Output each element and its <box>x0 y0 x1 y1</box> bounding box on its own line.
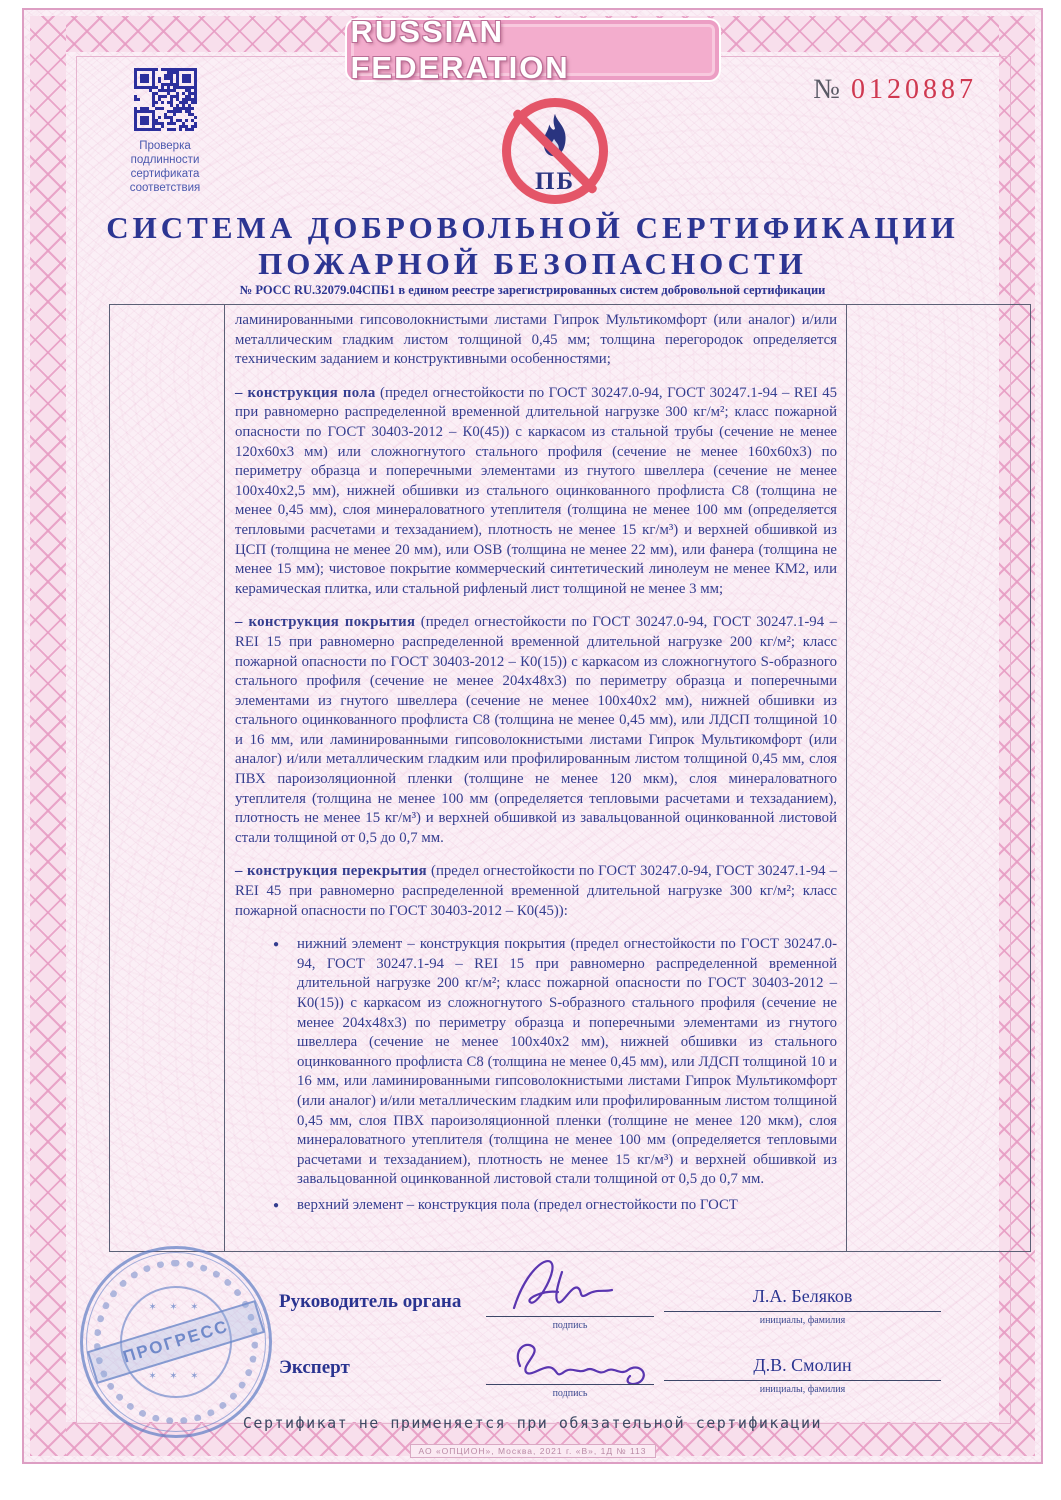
signer-name-head: Л.А. Беляков <box>752 1286 853 1306</box>
content-table <box>109 304 1031 1252</box>
table-divider-right <box>846 305 847 1251</box>
stamp-stars: ✶ ✶ ✶ <box>148 1371 204 1382</box>
signature-expert <box>486 1326 666 1388</box>
signer-name-expert: Д.В. Смолин <box>753 1355 852 1375</box>
bullet-item: ● верхний элемент – конструкция пола (предел огнестойкости по ГОСТ <box>297 1196 837 1216</box>
country-banner <box>347 14 719 85</box>
name-line <box>664 1380 941 1381</box>
paragraph: ламинированными гипсоволокнистыми листами Гипрок Мультикомфорт (или аналог) и/или металлическим гладким листом толщиной 0,45 мм; толщина перегородок определяется техническим заданием и конструктивными особенностями; <box>235 312 837 368</box>
printing-house-info: АО «ОПЦИОН», Москва, 2021 г. «В», 1Д № 113 <box>409 1444 655 1458</box>
country-banner-text: RUSSIAN FEDERATION <box>350 14 570 85</box>
certificate-number <box>813 74 977 106</box>
certificate-sheet <box>22 8 1043 1464</box>
paragraph: – конструкция перекрытия (предел огнестойкости по ГОСТ 30247.0-94, ГОСТ 30247.1-94 – REI 45 при равномерно распределенной временной длительной нагрузке 300 кг/м²; класс пожарной опасности по ГОСТ 30403-2012 – К0(45)): <box>235 863 837 919</box>
bullet-item: ● нижний элемент – конструкция покрытия (предел огнестойкости по ГОСТ 30247.0-94, ГОСТ 30247.1-94 – REI 15 при равномерно распределенной временной длительной нагрузке 200 кг/м²; класс пожарной опасности по ГОСТ 30403-2012 – К0(15)) с каркасом из сложногнутого S-образного стального профиля (сечение не менее 204х48х3) по периметру образца и поперечными элементами из гнутого швеллера (сечение не менее 100х40х2 мм), нижней обшивки из стального оцинкованного профлиста С8 (толщина не менее 0,45 мм), или ЛДСП толщиной 10 и 16 мм, или ламинированными гипсоволокнистыми листами Гипрок Мультикомфорт (или аналог) и/или металлическим гладким или профилированным листом толщиной 0,45 мм, слоя ПВХ пароизоляционной пленки (толщине не менее 120 мкм), слоя минераловатного утеплителя (толщина не менее 100 мм (определяется тепловыми расчетами и техзаданием), плотность не менее 15 кг/м³) и верхней обшивкой из завальцованной оцинкованной листовой стали толщиной от 0,5 до 0,7 мм. <box>273 936 837 1188</box>
name-caption: инициалы, фамилия <box>759 1315 846 1326</box>
number-sign: № <box>813 74 841 105</box>
qr-block <box>106 68 224 195</box>
signer-role-expert: Эксперт <box>279 1357 350 1378</box>
bullet-marker: ● <box>273 1199 280 1211</box>
name-line <box>664 1311 941 1312</box>
footer-disclaimer: Сертификат не применяется при обязательной сертификации <box>242 1414 823 1432</box>
round-stamp <box>80 1246 272 1438</box>
signature-caption: подпись <box>552 1320 588 1331</box>
body-paragraphs <box>226 305 846 1251</box>
qr-caption: Проверка подлинности сертификата соответствия <box>129 140 201 194</box>
paragraph: – конструкция покрытия (предел огнестойкости по ГОСТ 30247.0-94, ГОСТ 30247.1-94 – REI 15 при равномерно распределенной временной длительной нагрузке 200 кг/м²; класс пожарной опасности по ГОСТ 30403-2012 – К0(15)) с каркасом из сложногнутого S-образного стального профиля (сечение не менее 204х48х3) по периметру образца и поперечными элементами из гнутого швеллера (сечение не менее 100х40х2 мм), нижней обшивки из стального оцинкованного профлиста С8 (толщина не менее 0,45 мм), или ЛДСП толщиной 10 и 16 мм, или ламинированными гипсоволокнистыми листами Гипрок Мультикомфорт (или аналог) и/или металлическим гладким или профилированным листом толщиной 0,45 мм, слоя ПВХ пароизоляционной пленки (толщине не менее 120 мкм), слоя минераловатного утеплителя (толщина не менее 100 мм (определяется тепловыми расчетами и техзаданием), плотность не менее 15 кг/м³) и верхней обшивкой из завальцованной оцинкованной листовой стали толщиной от 0,5 до 0,7 мм. <box>235 614 837 846</box>
table-divider-left <box>224 305 225 1251</box>
registry-subtitle: № РОСС RU.32079.04СПБ1 в едином реестре зарегистрированных систем добровольной сертификации <box>239 283 826 297</box>
title-line-2: ПОЖАРНОЙ БЕЗОПАСНОСТИ <box>258 246 807 281</box>
logo-pb-letters: ПБ <box>535 168 575 195</box>
stamp-name: ПРОГРЕСС <box>120 1316 231 1367</box>
paragraph: – конструкция пола (предел огнестойкости по ГОСТ 30247.0-94, ГОСТ 30247.1-94 – REI 45 при равномерно распределенной временной длительной нагрузке 300 кг/м²; класс пожарной опасности по ГОСТ 30403-2012 – К0(45)) с каркасом из стальной трубы (сечение не менее 120х60х3 мм) или сложногнутого стального профиля (сечение не менее 160х60х3) по периметру образца и поперечными элементами из гнутого швеллера (сечение не менее 100х40х2,5 мм), нижней обшивки из стального оцинкованного профлиста С8 (толщина не менее 0,45 мм), слоя минераловатного утеплителя (толщина не менее 100 мм (определяется тепловыми расчетами и техзаданием), плотность не менее 15 кг/м³) и верхней обшивкой из ЦСП (толщина не менее 20 мм), или OSB (толщина не менее 22 мм), или фанера (толщина не менее 15 мм); чистовое покрытие коммерческий синтетический линолеум не менее КМ2, или керамическая плитка, или стальной рифленый лист толщиной не менее 3 мм; <box>235 384 837 597</box>
title-line-1: СИСТЕМА ДОБРОВОЛЬНОЙ СЕРТИФИКАЦИИ <box>106 210 959 245</box>
bullet-marker: ● <box>273 939 280 951</box>
name-caption: инициалы, фамилия <box>759 1384 846 1395</box>
qr-code-icon <box>134 68 197 131</box>
signature-head <box>496 1250 646 1316</box>
number-value: 0120887 <box>851 74 977 105</box>
signer-role-head: Руководитель органа <box>279 1291 462 1312</box>
signature-line <box>486 1384 654 1385</box>
fire-safety-logo <box>502 98 608 204</box>
signature-caption: подпись <box>552 1388 588 1399</box>
signature-line <box>486 1316 654 1317</box>
stamp-stars: ✶ ✶ ✶ <box>148 1302 204 1313</box>
